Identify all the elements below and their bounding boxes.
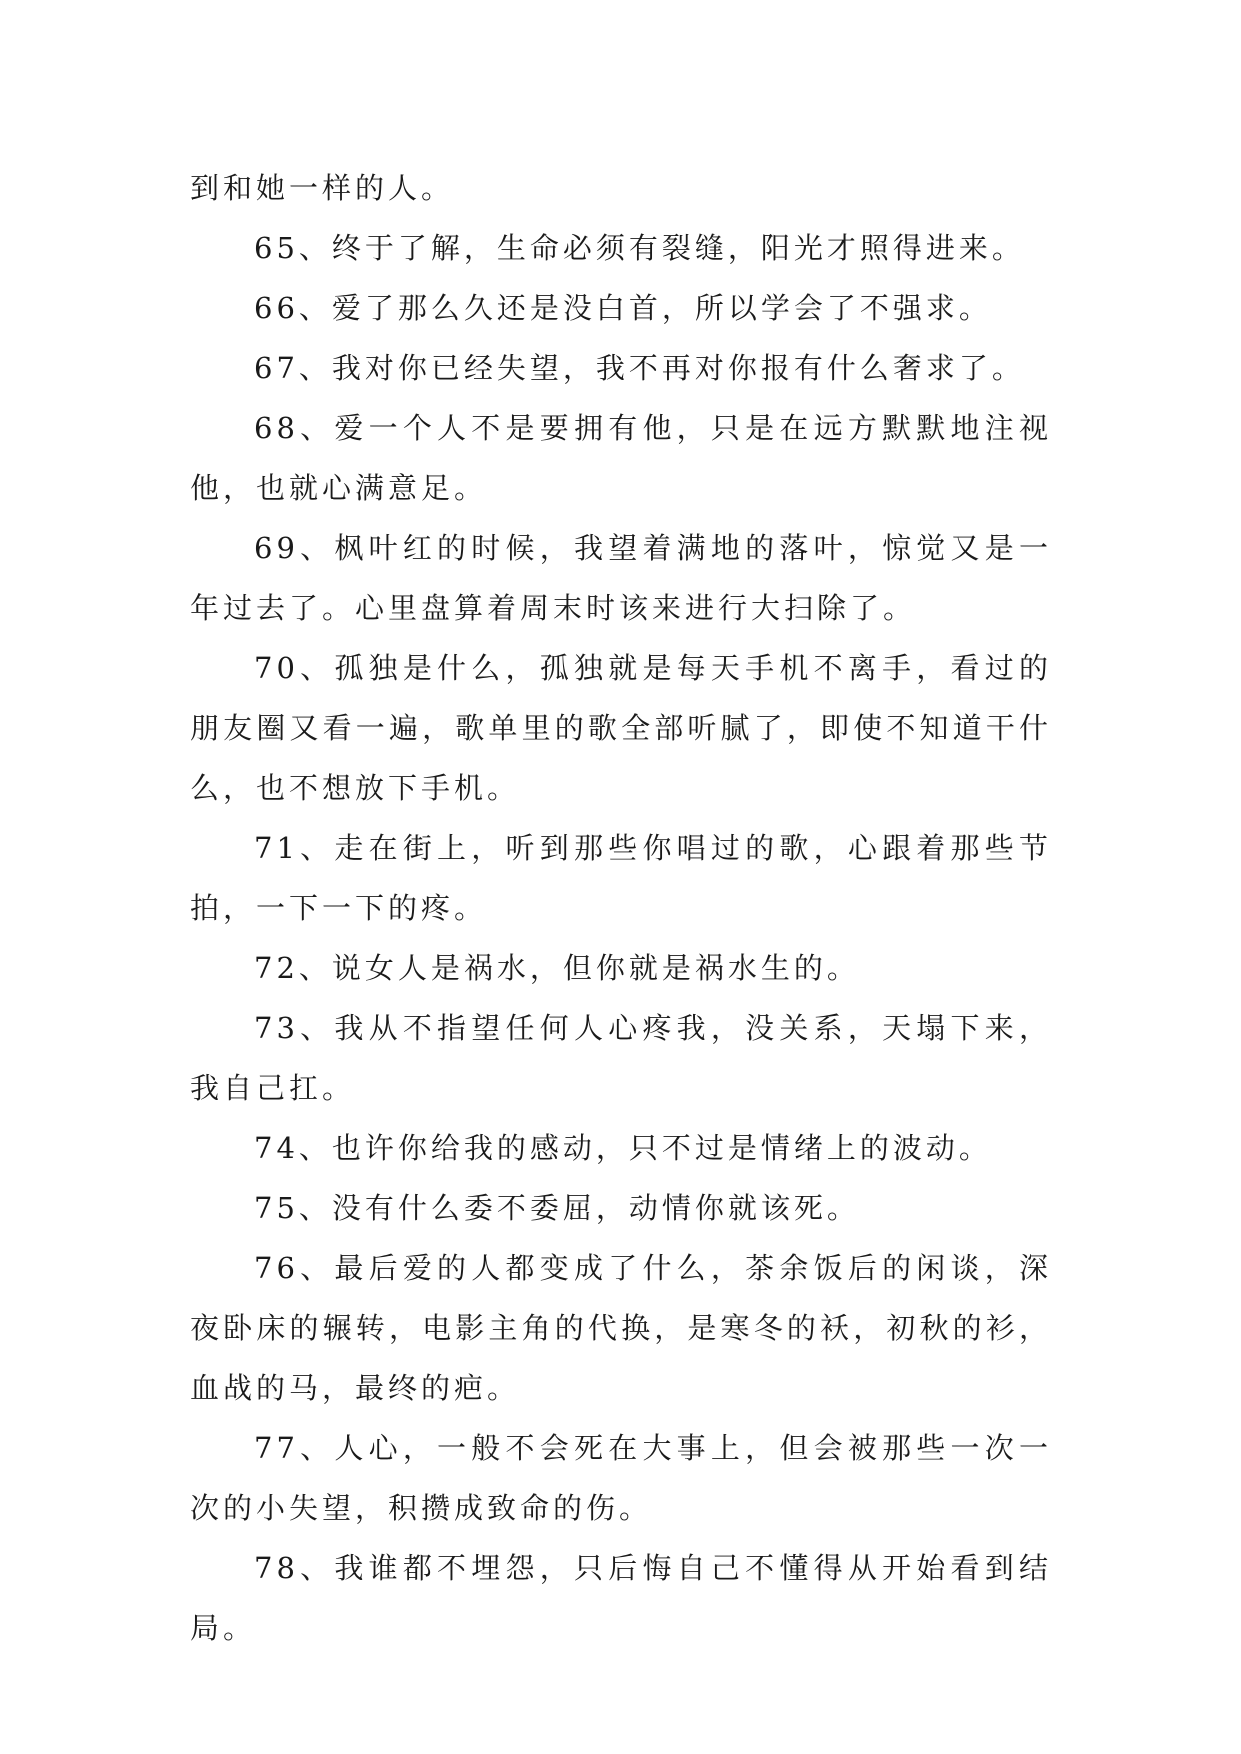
paragraph-item-78: 78、我谁都不埋怨，只后悔自己不懂得从开始看到结局。	[190, 1551, 1052, 1645]
paragraph-item-68: 68、爱一个人不是要拥有他，只是在远方默默地注视他，也就心满意足。	[190, 411, 1052, 505]
paragraph-continuation: 到和她一样的人。	[190, 171, 455, 205]
paragraph-item-74: 74、也许你给我的感动，只不过是情绪上的波动。	[254, 1131, 992, 1165]
paragraph-item-73: 73、我从不指望任何人心疼我，没关系，天塌下来，我自己扛。	[190, 1011, 1052, 1105]
paragraph-item-77: 77、人心，一般不会死在大事上，但会被那些一次一次的小失望，积攒成致命的伤。	[190, 1431, 1052, 1525]
paragraph-item-71: 71、走在街上，听到那些你唱过的歌，心跟着那些节拍，一下一下的疼。	[190, 831, 1052, 925]
paragraph-item-69: 69、枫叶红的时候，我望着满地的落叶，惊觉又是一年过去了。心里盘算着周末时该来进行大扫除了。	[190, 531, 1052, 625]
paragraph-item-67: 67、我对你已经失望，我不再对你报有什么奢求了。	[254, 351, 1025, 385]
paragraph-item-65: 65、终于了解，生命必须有裂缝，阳光才照得进来。	[254, 231, 1025, 265]
document-body	[190, 158, 1052, 1658]
paragraph-item-72: 72、说女人是祸水，但你就是祸水生的。	[254, 951, 860, 985]
paragraph-item-66: 66、爱了那么久还是没白首，所以学会了不强求。	[254, 291, 992, 325]
paragraph-item-70: 70、孤独是什么，孤独就是每天手机不离手，看过的朋友圈又看一遍，歌单里的歌全部听腻了，即使不知道干什么，也不想放下手机。	[190, 651, 1052, 805]
paragraph-item-75: 75、没有什么委不委屈，动情你就该死。	[254, 1191, 860, 1225]
paragraph-item-76: 76、最后爱的人都变成了什么，茶余饭后的闲谈，深夜卧床的辗转，电影主角的代换，是寒冬的袄，初秋的衫，血战的马，最终的疤。	[190, 1251, 1052, 1405]
